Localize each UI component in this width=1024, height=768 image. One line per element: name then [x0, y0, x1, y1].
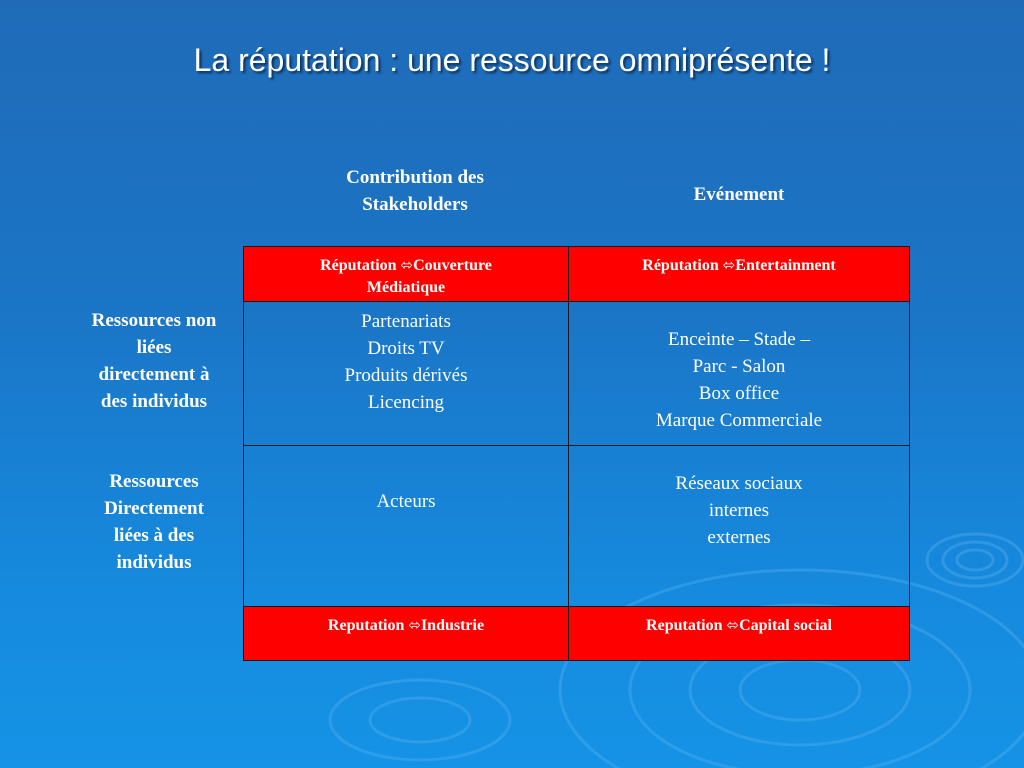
double-arrow-icon: ⬄	[408, 616, 421, 634]
row-header-directement-liees	[74, 468, 234, 576]
cell-label-lead: Reputation	[327, 617, 405, 634]
row-header-line: Directement	[104, 498, 204, 519]
cell-label-rest: Industrie	[420, 617, 485, 634]
cell-label-rest: Capital social	[739, 617, 832, 634]
cell-text-line: Marque Commerciale	[655, 410, 823, 431]
row-header-line: liées	[136, 337, 172, 358]
cell-label-lead: Reputation	[646, 617, 723, 634]
cell-label-lead: Réputation	[642, 257, 719, 274]
cell-label-rest: Couverture	[413, 257, 492, 274]
cell-reputation-capital-social	[568, 606, 910, 661]
cell-r1c2	[568, 301, 910, 446]
cell-r2c2	[568, 445, 910, 607]
row-header-line: des individus	[100, 391, 208, 412]
cell-text-line: Box office	[698, 383, 780, 404]
double-arrow-icon: ⬄	[400, 256, 414, 274]
column-header-line: Contribution des	[346, 167, 484, 188]
column-header-line: Stakeholders	[362, 194, 468, 215]
cell-text-line: internes	[708, 500, 770, 521]
cell-text-line: Acteurs	[376, 491, 436, 512]
row-header-non-liees	[74, 307, 234, 415]
double-arrow-icon: ⬄	[722, 256, 736, 274]
cell-text-line: Produits dérivés	[344, 365, 468, 386]
column-header-evenement	[600, 181, 878, 208]
column-header-line: Evénement	[693, 184, 785, 205]
cell-r1c1	[243, 301, 569, 446]
double-arrow-icon: ⬄	[726, 616, 740, 634]
row-header-line: Ressources non	[91, 310, 217, 331]
slide-title: La réputation : une ressource omniprésente !	[193, 42, 831, 78]
cell-r2c1	[243, 445, 569, 607]
cell-label-line2: Médiatique	[366, 279, 446, 296]
cell-label-rest: Entertainment	[735, 257, 836, 274]
cell-text-line: Enceinte – Stade –	[668, 329, 810, 350]
cell-text-line: Parc - Salon	[692, 356, 786, 377]
cell-text-line: Partenariats	[361, 311, 451, 332]
cell-reputation-entertainment	[568, 246, 910, 302]
row-header-line: liées à des	[113, 525, 195, 546]
cell-text-line: Réseaux sociaux	[675, 473, 803, 494]
column-header-contribution	[300, 164, 530, 218]
row-header-line: individus	[116, 552, 192, 573]
row-header-line: Ressources	[109, 471, 199, 492]
cell-label-lead: Réputation	[320, 257, 397, 274]
cell-text-line: externes	[707, 527, 771, 548]
cell-text-line: Licencing	[368, 392, 444, 413]
cell-reputation-industrie	[243, 606, 569, 661]
cell-reputation-couverture	[243, 246, 569, 302]
row-header-line: directement à	[98, 364, 210, 385]
cell-text-line: Droits TV	[367, 338, 445, 359]
